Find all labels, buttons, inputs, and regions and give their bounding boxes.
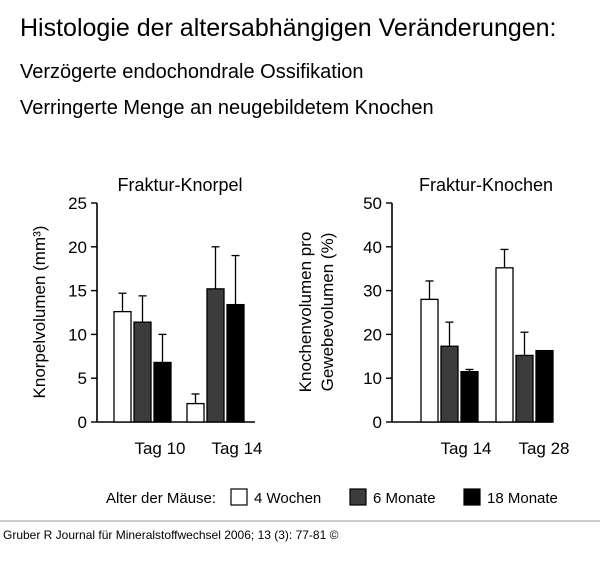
y-tick-label: 0 xyxy=(372,413,382,432)
legend xyxy=(106,489,558,507)
y-tick-label: 30 xyxy=(363,281,382,301)
bar-tag-10-18-monate xyxy=(154,362,171,422)
bar-tag-10-6-monate xyxy=(134,322,151,422)
bar-tag-28-4-wochen xyxy=(496,268,513,422)
legend-item-6-monate: 6 Monate xyxy=(373,490,436,507)
y-tick-label: 50 xyxy=(363,194,382,213)
y-tick-label: 20 xyxy=(363,325,382,345)
y-tick-label: 0 xyxy=(77,413,87,432)
bar-tag-14-6-monate xyxy=(441,346,458,422)
legend-swatch-6-monate xyxy=(350,489,366,505)
legend-label: Alter der Mäuse: xyxy=(106,490,217,507)
y-tick-label: 5 xyxy=(77,369,87,389)
chart-fraktur-knorpel xyxy=(30,175,263,458)
bar-tag-28-18-monate xyxy=(536,351,553,422)
x-category-label: Tag 10 xyxy=(134,439,186,458)
bar-tag-14-18-monate xyxy=(227,305,244,422)
y-tick-label: 25 xyxy=(68,194,87,213)
bar-tag-14-4-wochen xyxy=(421,299,438,422)
bar-tag-14-4-wochen xyxy=(187,404,204,422)
bar-tag-10-4-wochen xyxy=(114,312,131,422)
subtitle-line-1: Verzögerte endochondrale Ossifikation xyxy=(20,61,364,83)
y-tick-label: 10 xyxy=(68,325,87,345)
y-tick-label: 10 xyxy=(363,369,382,389)
legend-swatch-4-wochen xyxy=(231,489,247,505)
chart-title: Fraktur-Knochen xyxy=(418,175,554,195)
legend-swatch-18-monate xyxy=(464,489,480,505)
subtitle-line-2: Verringerte Menge an neugebildetem Knochen xyxy=(20,97,434,119)
figure-title: Histologie der altersabhängigen Veränderungen: xyxy=(20,14,557,42)
source-caption: Gruber R Journal für Mineralstoffwechsel 2006; 13 (3): 77-81 © xyxy=(3,528,339,542)
x-category-label: Tag 14 xyxy=(211,439,263,458)
y-axis-label: Knochenvolumen pro xyxy=(296,231,315,393)
chart-title: Fraktur-Knorpel xyxy=(117,175,243,195)
y-tick-label: 15 xyxy=(68,281,87,301)
x-category-label: Tag 14 xyxy=(440,439,492,458)
y-tick-label: 20 xyxy=(68,237,87,257)
legend-item-18-monate: 18 Monate xyxy=(487,490,558,507)
chart-fraktur-knochen xyxy=(296,175,570,458)
y-tick-label: 40 xyxy=(363,237,382,257)
bar-tag-28-6-monate xyxy=(516,355,533,422)
x-category-label: Tag 28 xyxy=(518,439,570,458)
y-axis-label: Knorpelvolumen (mm³) xyxy=(30,225,49,399)
legend-item-4-wochen: 4 Wochen xyxy=(254,490,322,507)
bar-tag-14-18-monate xyxy=(461,372,478,422)
bar-tag-14-6-monate xyxy=(207,289,224,422)
y-axis-label: Gewebevolumen (%) xyxy=(318,232,337,392)
